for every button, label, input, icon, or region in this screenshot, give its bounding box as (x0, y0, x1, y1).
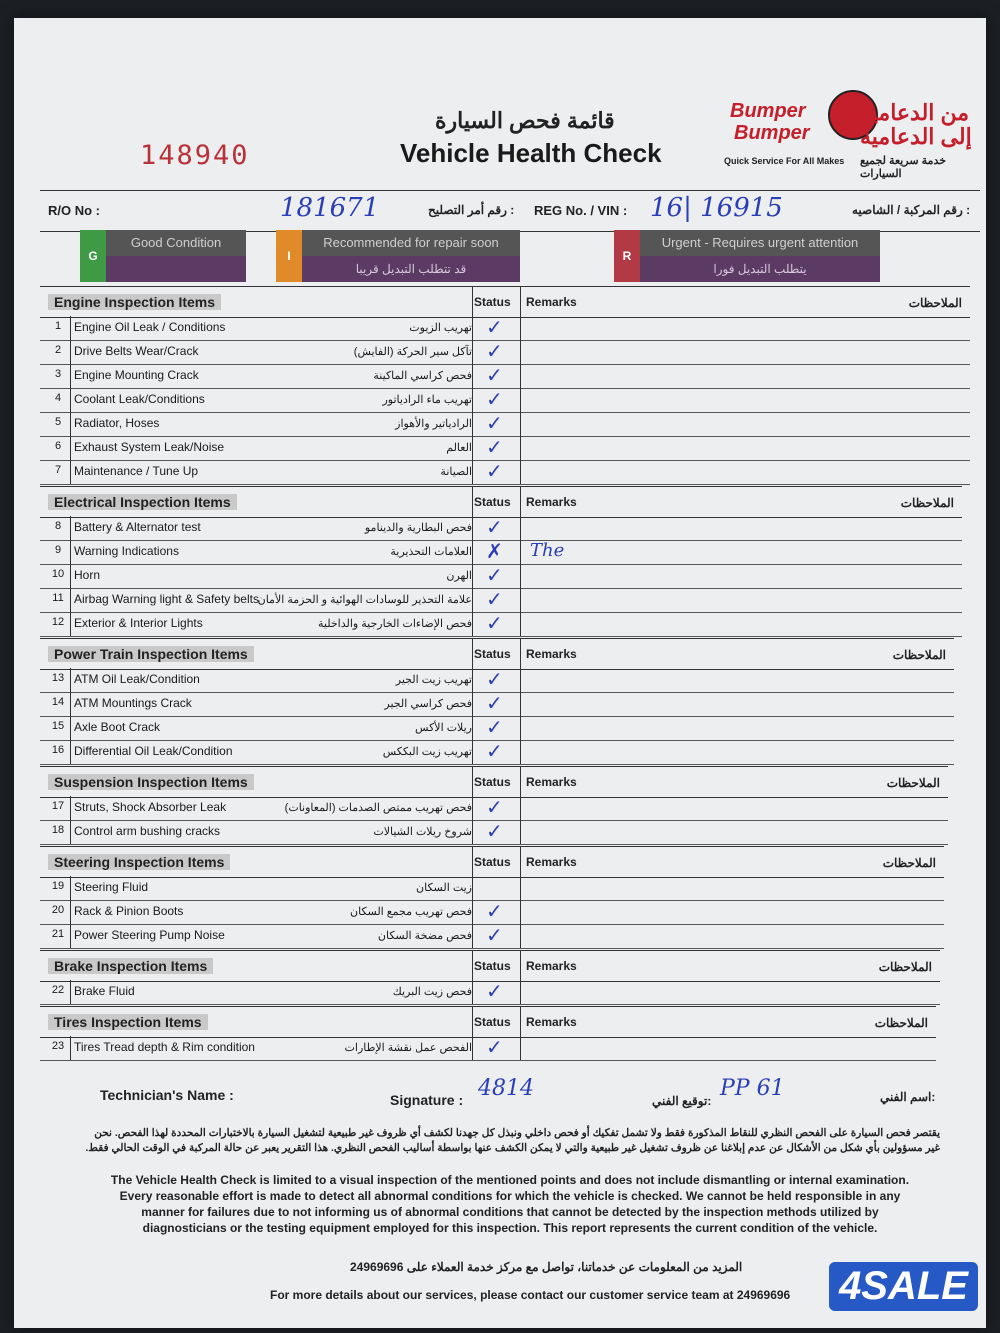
item-number: 18 (51, 824, 65, 836)
section-title: Suspension Inspection Items (48, 774, 254, 790)
table-row (40, 412, 970, 437)
health-check-sheet (14, 18, 986, 1328)
check-mark-icon: ✓ (486, 795, 503, 819)
status-mark (478, 461, 518, 483)
section-header (40, 486, 962, 518)
check-mark-icon: ✓ (486, 1035, 503, 1059)
item-name: Axle Boot Crack (74, 720, 161, 734)
table-row (40, 668, 954, 693)
item-name: Horn (74, 568, 101, 582)
remarks-col-line (520, 286, 521, 484)
watermark-logo: 4SALE (829, 1262, 978, 1311)
legend-good-code: G (80, 230, 106, 282)
status-mark (478, 565, 518, 587)
section-header (40, 1006, 936, 1038)
item-name: Warning Indications (74, 544, 179, 558)
contact-english: For more details about our services, please contact our customer service team at 24969696 (270, 1288, 791, 1302)
item-name-arabic: تآكل سير الحركة (الفايش) (353, 346, 472, 358)
sheet-content (40, 32, 974, 1320)
item-name: Maintenance / Tune Up (74, 464, 199, 478)
item-number: 19 (51, 880, 65, 892)
remarks-header-arabic: الملاحظات (878, 960, 932, 974)
table-row (40, 900, 944, 925)
table-row (40, 516, 962, 541)
legend-good-label: Good Condition (106, 230, 246, 256)
item-name-arabic: فحص البطارية والدينامو (364, 522, 472, 534)
ro-label: R/O No : (48, 203, 100, 218)
section-header (40, 286, 970, 318)
num-col-line (70, 876, 71, 948)
item-number: 22 (51, 984, 65, 996)
status-mark (478, 981, 518, 1003)
status-col-line (472, 286, 473, 484)
legend-repair-label-arabic: قد تتطلب التبديل قريبا (302, 256, 520, 282)
signature-label: Signature : (390, 1092, 464, 1108)
contact-arabic: المزيد من المعلومات عن خدماتنا، تواصل مع مركز خدمة العملاء على 24969696 (350, 1260, 743, 1274)
item-name: Exterior & Interior Lights (74, 616, 203, 630)
item-name: Engine Mounting Crack (74, 368, 199, 382)
check-mark-icon: ✓ (486, 715, 503, 739)
disclaimer-english: The Vehicle Health Check is limited to a visual inspection of the mentioned points and does not include dismantling or internal examination. Every reasonable effort is made to detect all abnormal conditions for which the vehicle is checked. We cannot be held responsible in any manner for failures due to not informing us of abnormal conditions that cannot be detected by the inspection methods utilized by diagnosticians or the testing equipment employed for this inspection. This report represents the current condition of the vehicle. (110, 1173, 910, 1235)
status-mark (478, 717, 518, 739)
check-mark-icon: ✓ (486, 667, 503, 691)
item-name-arabic: الهرن (446, 570, 472, 582)
legend-urgent-code: R (614, 230, 640, 282)
item-number: 1 (54, 320, 62, 332)
num-col-line (70, 316, 71, 484)
status-header: Status (474, 775, 511, 789)
status-header: Status (474, 1015, 511, 1029)
status-mark (478, 821, 518, 843)
check-mark-icon: ✓ (486, 611, 503, 635)
remarks-header: Remarks (526, 1015, 577, 1029)
remarks-header: Remarks (526, 775, 577, 789)
section-header (40, 950, 940, 982)
item-name: Battery & Alternator test (74, 520, 201, 534)
table-row (40, 564, 962, 589)
item-name-arabic: ريلات الأكس (415, 722, 472, 734)
item-number: 2 (54, 344, 62, 356)
item-number: 17 (51, 800, 65, 812)
item-name: Brake Fluid (74, 984, 135, 998)
item-name-arabic: فحص الإضاءات الخارجية والداخلية (317, 618, 472, 630)
item-name: Engine Oil Leak / Conditions (74, 320, 226, 334)
item-name: Coolant Leak/Conditions (74, 392, 205, 406)
item-number: 20 (51, 904, 65, 916)
logo-word-2: Bumper (734, 122, 810, 144)
logo-arabic-2: إلى الدعامية (860, 124, 972, 149)
remarks-header-arabic: الملاحظات (874, 1016, 928, 1030)
table-row (40, 316, 970, 341)
remarks-header-arabic: الملاحظات (900, 496, 954, 510)
disclaimer-arabic: يقتصر فحص السيارة على الفحص النظري للنقاط المذكورة فقط ولا تشمل تفكيك أو فحص داخلي ونبذل كل جهدنا لكشف أي ظروف غير طبيعية لتشغيل السيارة بالاختبارات المحددة لهذا الفحص. نحن غير مسؤولين بأي شكل من الأشكال عن عدم إبلاغنا عن ظروف تشغيل غير طبيعية والتي لا يمكن الكشف عنها بواسطة أساليب الفحص النظري. هذا التقرير يعبر عن حالة المركبة في الوقت الحالي فقط. (85, 1127, 940, 1154)
item-number: 23 (51, 1040, 65, 1052)
item-name-arabic: الرادياتير والأهواز (395, 418, 472, 430)
item-number: 14 (51, 696, 65, 708)
check-mark-icon: ✓ (486, 691, 503, 715)
company-logo (710, 90, 980, 180)
remarks-header-arabic: الملاحظات (886, 776, 940, 790)
serial-number: 148940 (140, 140, 250, 171)
item-name-arabic: تهريب ماء الرادياتور (382, 394, 472, 406)
ro-line (40, 190, 980, 232)
remarks-header: Remarks (526, 855, 577, 869)
item-number: 16 (51, 744, 65, 756)
legend-repair-code: I (276, 230, 302, 282)
item-name-arabic: تهريب زيت البككس (382, 746, 472, 758)
item-number: 7 (54, 464, 62, 476)
item-name: ATM Mountings Crack (74, 696, 192, 710)
item-name: Airbag Warning light & Safety belts (74, 592, 259, 606)
table-row (40, 820, 948, 845)
item-name-arabic: الصيانة (440, 466, 472, 478)
item-name: Differential Oil Leak/Condition (74, 744, 233, 758)
num-col-line (70, 980, 71, 1004)
section-title: Engine Inspection Items (48, 294, 221, 310)
logo-word-1: Bumper (730, 100, 806, 122)
item-name-arabic: العلامات التحذيرية (390, 546, 472, 558)
item-name-arabic: الفحص عمل نقشة الإطارات (344, 1042, 472, 1054)
status-mark (478, 541, 518, 563)
status-mark (478, 389, 518, 411)
check-mark-icon: ✓ (486, 587, 503, 611)
status-header: Status (474, 959, 511, 973)
table-row (40, 436, 970, 461)
check-mark-icon: ✓ (486, 363, 503, 387)
remarks-col-line (520, 486, 521, 636)
reg-value: 16| 16915 (650, 193, 783, 223)
item-number: 6 (54, 440, 62, 452)
item-name-arabic: فحص كراسي الماكينة (373, 370, 472, 382)
item-number: 5 (54, 416, 62, 428)
table-row (40, 740, 954, 765)
item-name: Drive Belts Wear/Crack (74, 344, 199, 358)
check-mark-icon: ✓ (486, 979, 503, 1003)
table-row (40, 1036, 936, 1061)
table-row (40, 612, 962, 637)
num-col-line (70, 796, 71, 844)
technician-name-label-arabic: اسم الفني: (880, 1090, 936, 1104)
item-name: Tires Tread depth & Rim condition (74, 1040, 255, 1054)
item-number: 8 (54, 520, 62, 532)
status-col-line (472, 486, 473, 636)
section-header (40, 846, 944, 878)
remarks-col-line (520, 846, 521, 948)
technician-name-label: Technician's Name : (100, 1087, 234, 1103)
logo-tagline: Quick Service For All Makes (724, 156, 845, 166)
legend-urgent-label-arabic: يتطلب التبديل فورا (640, 256, 880, 282)
item-name-arabic: تهريب زيت الجير (395, 674, 472, 686)
item-name: Exhaust System Leak/Noise (74, 440, 225, 454)
ro-value: 181671 (280, 193, 380, 223)
technician-name-value: PP 61 (720, 1076, 785, 1101)
status-mark (478, 365, 518, 387)
status-header: Status (474, 495, 511, 509)
status-header: Status (474, 295, 511, 309)
remarks-header: Remarks (526, 959, 577, 973)
num-col-line (70, 1036, 71, 1060)
item-name-arabic: شروخ ريلات الشيالات (373, 826, 472, 838)
legend-good-label-arabic (106, 256, 246, 282)
status-mark (478, 413, 518, 435)
status-col-line (472, 766, 473, 844)
check-mark-icon: ✓ (486, 563, 503, 587)
table-row (40, 460, 970, 485)
status-mark (478, 341, 518, 363)
item-number: 3 (54, 368, 62, 380)
signature-label-arabic: توقيع الفني: (652, 1094, 712, 1108)
item-number: 4 (54, 392, 62, 404)
legend-repair-label: Recommended for repair soon (302, 230, 520, 256)
logo-arabic-1: من الدعامية (860, 100, 970, 125)
item-remark: The (530, 540, 565, 561)
remarks-header: Remarks (526, 295, 577, 309)
remarks-col-line (520, 950, 521, 1004)
status-mark (478, 925, 518, 947)
cross-mark-icon: ✗ (486, 539, 503, 563)
status-col-line (472, 846, 473, 948)
item-name: Struts, Shock Absorber Leak (74, 800, 227, 814)
status-mark (478, 797, 518, 819)
status-mark (478, 437, 518, 459)
section-title: Brake Inspection Items (48, 958, 213, 974)
table-row (40, 924, 944, 949)
section-title: Electrical Inspection Items (48, 494, 237, 510)
section-title: Power Train Inspection Items (48, 646, 254, 662)
status-mark (478, 613, 518, 635)
item-name-arabic: فحص كراسي الجير (384, 698, 472, 710)
ro-label-arabic: رقم أمر التصليح : (428, 203, 515, 217)
reg-label-arabic: رقم المركبة / الشاصيه : (852, 203, 971, 217)
item-name-arabic: تهريب الزيوت (409, 322, 472, 334)
status-mark (478, 517, 518, 539)
item-name-arabic: فحص تهريب مجمع السكان (350, 906, 472, 918)
section-title: Tires Inspection Items (48, 1014, 208, 1030)
status-mark (478, 669, 518, 691)
signature-value: 4814 (478, 1076, 534, 1101)
item-name: Radiator, Hoses (74, 416, 160, 430)
status-mark (478, 877, 518, 899)
table-row (40, 980, 940, 1005)
remarks-header-arabic: الملاحظات (882, 856, 936, 870)
status-mark (478, 1037, 518, 1059)
table-row (40, 716, 954, 741)
item-name: ATM Oil Leak/Condition (74, 672, 200, 686)
title-arabic: قائمة فحص السيارة (435, 108, 615, 133)
item-number: 13 (51, 672, 65, 684)
item-number: 11 (52, 592, 64, 604)
check-mark-icon: ✓ (486, 739, 503, 763)
section-header (40, 766, 948, 798)
status-col-line (472, 638, 473, 764)
table-row (40, 540, 962, 565)
item-name-arabic: فحص زيت البريك (392, 986, 472, 998)
status-col-line (472, 1006, 473, 1060)
item-name: Rack & Pinion Boots (74, 904, 184, 918)
check-mark-icon: ✓ (486, 339, 503, 363)
status-mark (478, 317, 518, 339)
check-mark-icon: ✓ (486, 923, 503, 947)
table-row (40, 876, 944, 901)
status-mark (478, 741, 518, 763)
check-mark-icon: ✓ (486, 459, 503, 483)
item-number: 9 (54, 544, 62, 556)
reg-label: REG No. / VIN : (534, 203, 628, 218)
table-row (40, 340, 970, 365)
item-name-arabic: زيت السكان (416, 882, 472, 894)
num-col-line (70, 668, 71, 764)
item-name-arabic: فحص تهريب ممتص الصدمات (المعاونات) (284, 802, 472, 814)
item-name-arabic: علامة التحذير للوسادات الهوائية و الحزمة الأمان (257, 594, 472, 606)
legend-urgent-label: Urgent - Requires urgent attention (640, 230, 880, 256)
item-number: 21 (51, 928, 65, 940)
status-header: Status (474, 855, 511, 869)
status-mark (478, 901, 518, 923)
item-name-arabic: فحص مضخة السكان (377, 930, 472, 942)
section-title: Steering Inspection Items (48, 854, 230, 870)
item-number: 12 (51, 616, 65, 628)
table-row (40, 588, 962, 613)
status-mark (478, 693, 518, 715)
check-mark-icon: ✓ (486, 387, 503, 411)
item-number: 15 (51, 720, 65, 732)
check-mark-icon: ✓ (486, 899, 503, 923)
check-mark-icon: ✓ (486, 315, 503, 339)
table-row (40, 388, 970, 413)
remarks-col-line (520, 638, 521, 764)
item-number: 10 (51, 568, 65, 580)
status-mark (478, 589, 518, 611)
num-col-line (70, 516, 71, 636)
status-col-line (472, 950, 473, 1004)
remarks-header: Remarks (526, 495, 577, 509)
section-header (40, 638, 954, 670)
table-row (40, 796, 948, 821)
item-name: Steering Fluid (74, 880, 149, 894)
remarks-header: Remarks (526, 647, 577, 661)
check-mark-icon: ✓ (486, 411, 503, 435)
remarks-header-arabic: الملاحظات (892, 648, 946, 662)
item-name-arabic: العالم (446, 442, 472, 454)
page-title: Vehicle Health Check (400, 138, 662, 168)
item-name: Control arm bushing cracks (74, 824, 221, 838)
check-mark-icon: ✓ (486, 515, 503, 539)
logo-tagline-arabic: خدمة سريعة لجميع السيارات (860, 155, 947, 180)
check-mark-icon: ✓ (486, 819, 503, 843)
status-header: Status (474, 647, 511, 661)
check-mark-icon: ✓ (486, 435, 503, 459)
remarks-header-arabic: الملاحظات (908, 296, 962, 310)
table-row (40, 364, 970, 389)
item-name: Power Steering Pump Noise (74, 928, 225, 942)
remarks-col-line (520, 766, 521, 844)
remarks-col-line (520, 1006, 521, 1060)
table-row (40, 692, 954, 717)
